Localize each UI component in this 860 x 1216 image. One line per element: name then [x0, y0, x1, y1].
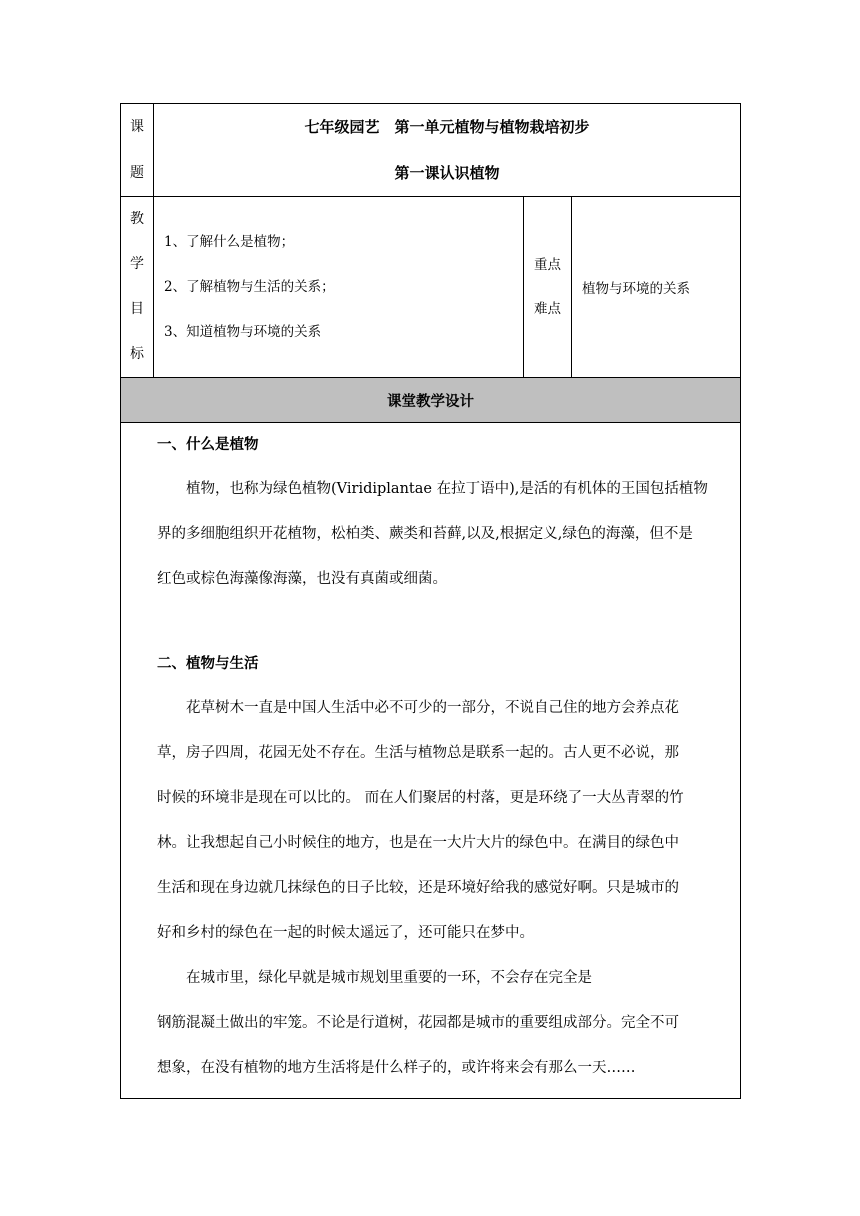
section-2-line: 想象，在没有植物的地方生活将是什么样子的，或许将来会有那么一天…… — [157, 1060, 636, 1076]
design-body-row — [121, 423, 741, 1099]
section-1-heading: 一、什么是植物 — [157, 436, 259, 453]
key-difficulty-content: 植物与环境的关系 — [572, 197, 741, 378]
objectives-label — [121, 197, 154, 378]
key-difficulty-label — [524, 197, 572, 378]
objectives-list — [154, 197, 524, 378]
course-label-char: 题 — [130, 165, 144, 181]
section-2-line: 在城市里，绿化早就是城市规划里重要的一环，不会存在完全是 — [186, 970, 592, 986]
section-1-line: 界的多细胞组织开花植物，松柏类、蕨类和苔藓,以及,根据定义,绿色的海藻，但不是 — [157, 526, 693, 542]
section-2-line: 生活和现在身边就几抹绿色的日子比较，还是环境好给我的感觉好啊。只是城市的 — [157, 880, 679, 896]
classroom-design-heading: 课堂教学设计 — [121, 378, 741, 423]
section-1-line: 红色或棕色海藻像海藻，也没有真菌或细菌。 — [157, 571, 447, 587]
objective-item: 3、知道植物与环境的关系 — [164, 323, 322, 340]
spacer — [157, 602, 718, 642]
objective-item: 1、了解什么是植物； — [164, 233, 295, 250]
objective-item: 2、了解植物与生活的关系； — [164, 278, 335, 295]
course-title-cell — [154, 104, 741, 197]
objectives-row — [121, 197, 741, 378]
section-2-line: 草，房子四周，花园无处不存在。生活与植物总是联系一起的。古人更不必说，那 — [157, 745, 679, 761]
section-2-line: 时候的环境非是现在可以比的。 而在人们聚居的村落，更是环绕了一大丛青翠的竹 — [157, 790, 684, 806]
objectives-label-char: 标 — [130, 346, 144, 362]
lesson-plan-table — [120, 103, 741, 1099]
section-2-line: 钢筋混凝土做出的牢笼。不论是行道树，花园都是城市的重要组成部分。完全不可 — [157, 1015, 679, 1031]
objectives-label-char: 目 — [130, 301, 144, 317]
section-2-line: 林。让我想起自己小时候住的地方，也是在一大片大片的绿色中。在满目的绿色中 — [157, 835, 679, 851]
key-point-label: 重点 — [534, 257, 561, 273]
lesson-title: 第一课认识植物 — [394, 164, 500, 182]
design-body — [121, 423, 741, 1099]
section-bar-row — [121, 378, 741, 423]
objectives-label-char: 学 — [130, 256, 144, 272]
unit-title: 七年级园艺 第一单元植物与植物栽培初步 — [304, 118, 590, 136]
course-title-row — [121, 104, 741, 197]
section-1-line: 植物，也称为绿色植物(Viridiplantae 在拉丁语中),是活的有机体的王国包括植物 — [186, 481, 708, 497]
section-2-heading: 二、植物与生活 — [157, 655, 259, 672]
section-2-line: 花草树木一直是中国人生活中必不可少的一部分，不说自己住的地方会养点花 — [186, 700, 679, 716]
section-2-line: 好和乡村的绿色在一起的时候太遥远了，还可能只在梦中。 — [157, 925, 534, 941]
course-label — [121, 104, 154, 197]
objectives-label-char: 教 — [130, 211, 144, 227]
difficulty-label: 难点 — [534, 301, 561, 317]
course-label-char: 课 — [130, 119, 144, 135]
